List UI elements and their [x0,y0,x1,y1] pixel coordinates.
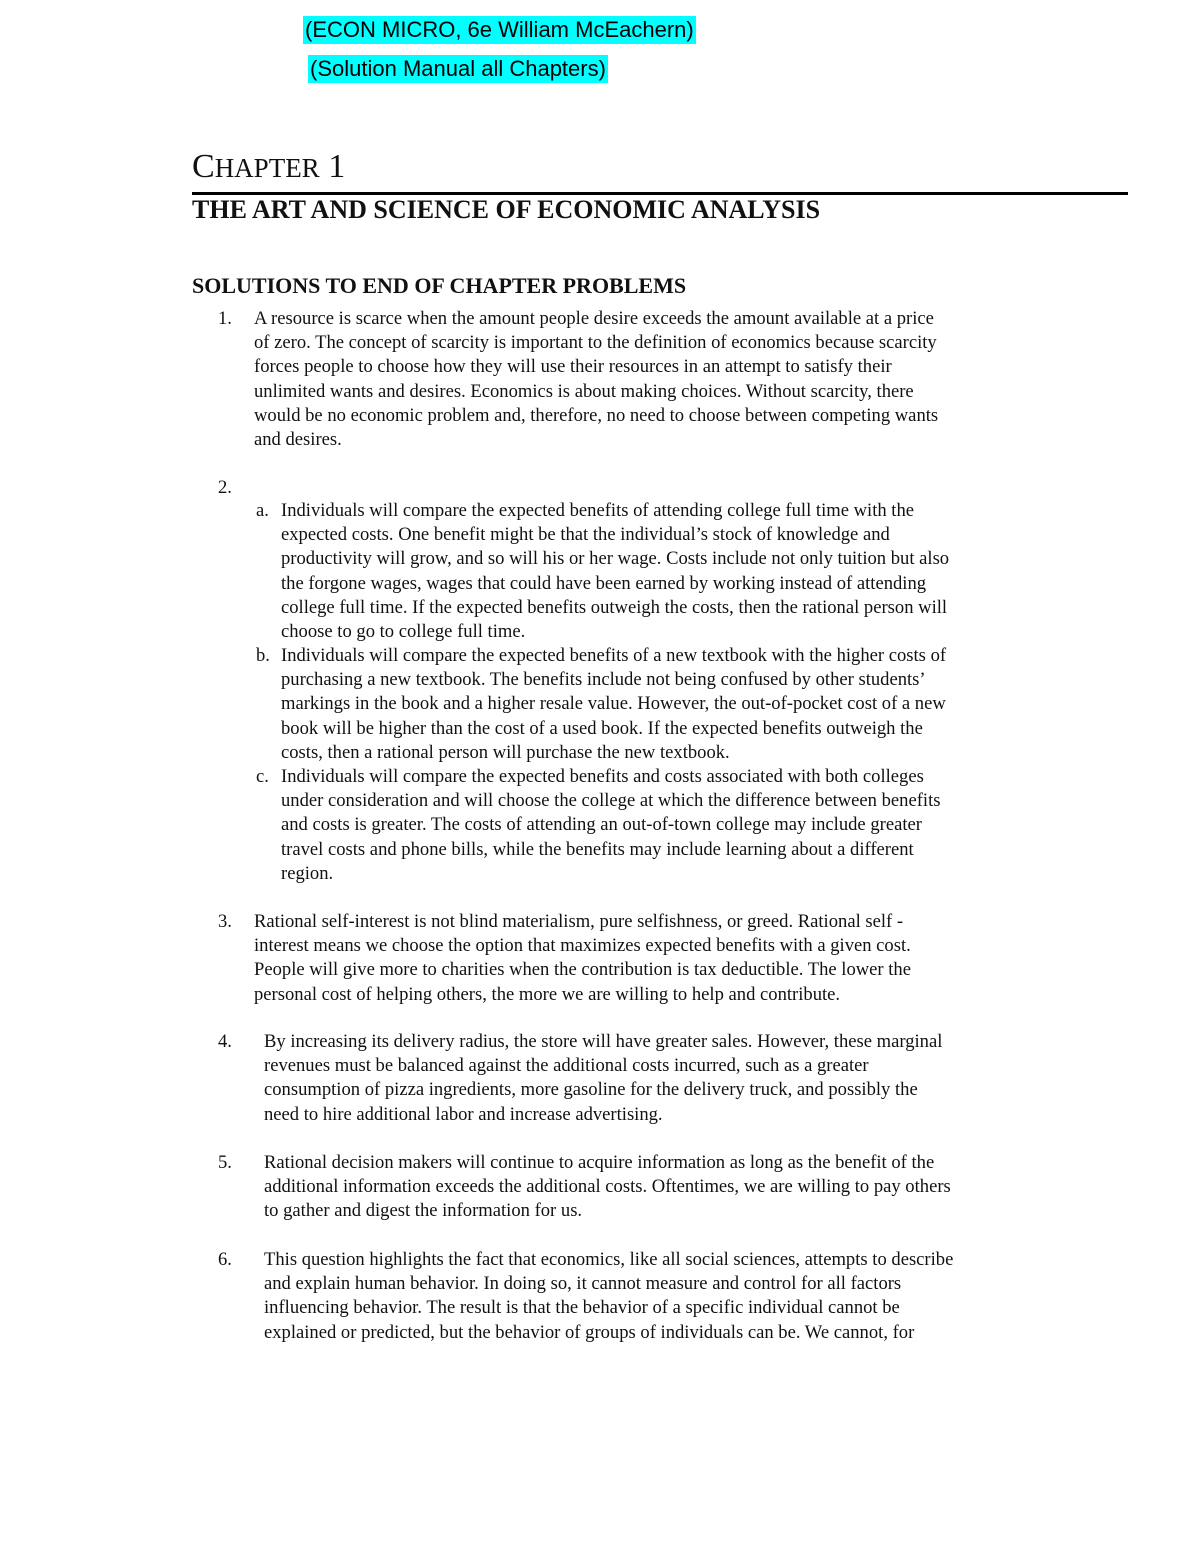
text-line: and desires. [254,429,342,451]
problem-number: 5. [218,1152,232,1173]
text-line: Individuals will compare the expected benefits of attending college full time with the [281,500,915,521]
text-line: interest means we choose the option that maximizes expected benefits with a given cost. [254,935,911,957]
problem-text [264,1248,1064,1345]
problem-number: 4. [218,1031,232,1052]
text-line: A resource is scarce when the amount people desire exceeds the amount available at a price [254,308,934,329]
text-line: under consideration and will choose the college at which the difference between benefits [281,790,941,812]
text-line: People will give more to charities when the contribution is tax deductible. The lower the [254,959,911,981]
problem-number: 6. [218,1249,232,1270]
text-line: Individuals will compare the expected benefits and costs associated with both colleges [281,766,924,787]
chapter-label [192,146,345,189]
text-line: This question highlights the fact that economics, like all social sciences, attempts to describe [264,1249,954,1270]
problem-text [254,910,1024,1007]
text-line: and explain human behavior. In doing so, it cannot measure and control for all factors [264,1273,902,1295]
text-line: and costs is greater. The costs of attending an out-of-town college may include greater [281,814,922,836]
text-line: costs, then a rational person will purchase the new textbook. [281,741,730,763]
text-line: influencing behavior. The result is that the behavior of a specific individual cannot be [264,1297,900,1319]
problem-text [254,307,1044,452]
text-line: travel costs and phone bills, while the benefits may include learning about a different [281,838,914,860]
header-solution-manual: (Solution Manual all Chapters) [310,56,606,81]
text-line: additional information exceeds the additional costs. Oftentimes, we are willing to pay others [264,1176,951,1198]
problem-text [264,1151,1054,1224]
text-line: need to hire additional labor and increase advertising. [264,1103,663,1125]
text-line: markings in the book and a higher resale value. However, the out-of-pocket cost of a new [281,693,946,715]
subpart-text [281,499,1051,644]
section-heading: SOLUTIONS TO END OF CHAPTER PROBLEMS [192,273,687,298]
chapter-title: THE ART AND SCIENCE OF ECONOMIC ANALYSIS [192,195,821,224]
problem-number: 2. [218,477,232,498]
text-line: personal cost of helping others, the more we are willing to help and contribute. [254,983,841,1005]
text-line: By increasing its delivery radius, the store will have greater sales. However, these marginal [264,1031,943,1052]
text-line: region. [281,862,334,884]
text-line: to gather and digest the information for us. [264,1200,583,1222]
text-line: Rational decision makers will continue to acquire information as long as the benefit of the [264,1152,935,1173]
subpart-letter: c. [256,766,269,787]
text-line: college full time. If the expected benefits outweigh the costs, then the rational person will [281,596,948,618]
problem-number: 3. [218,911,232,932]
subpart-letter: a. [256,500,269,521]
text-line: Individuals will compare the expected benefits of a new textbook with the higher costs of [281,645,947,666]
text-line: explained or predicted, but the behavior of groups of individuals can be. We cannot, for [264,1321,915,1343]
text-line: choose to go to college full time. [281,621,526,643]
text-line: forces people to choose how they will use their resources in an attempt to satisfy their [254,356,892,378]
text-line: revenues must be balanced against the additional costs incurred, such as a greater [264,1055,869,1077]
problem-text [264,1030,1054,1127]
text-line: productivity will grow, and so will his or her wage. Costs include not only tuition but also [281,548,950,570]
text-line: would be no economic problem and, therefore, no need to choose between competing wants [254,404,939,426]
subpart-text [281,644,1051,765]
text-line: expected costs. One benefit might be that the individual’s stock of knowledge and [281,524,890,546]
text-line: unlimited wants and desires. Economics is about making choices. Without scarcity, there [254,380,914,402]
text-line: book will be higher than the cost of a used book. If the expected benefits outweigh the [281,717,923,739]
subpart-letter: b. [256,645,270,666]
subpart-text [281,765,1051,886]
text-line: of zero. The concept of scarcity is important to the definition of economics because scarcity [254,332,937,354]
chapter-label-initial: C [192,148,215,185]
chapter-label-rest: HAPTER [214,153,320,183]
chapter-number: 1 [328,148,346,185]
header-book-title: (ECON MICRO, 6e William McEachern) [305,17,694,42]
text-line: Rational self-interest is not blind materialism, pure selfishness, or greed. Rational self - [254,911,904,932]
text-line: consumption of pizza ingredients, more gasoline for the delivery truck, and possibly the [264,1079,918,1101]
text-line: purchasing a new textbook. The benefits include not being confused by other students’ [281,669,926,691]
text-line: the forgone wages, wages that could have been earned by working instead of attending [281,572,927,594]
problem-number: 1. [218,308,232,329]
